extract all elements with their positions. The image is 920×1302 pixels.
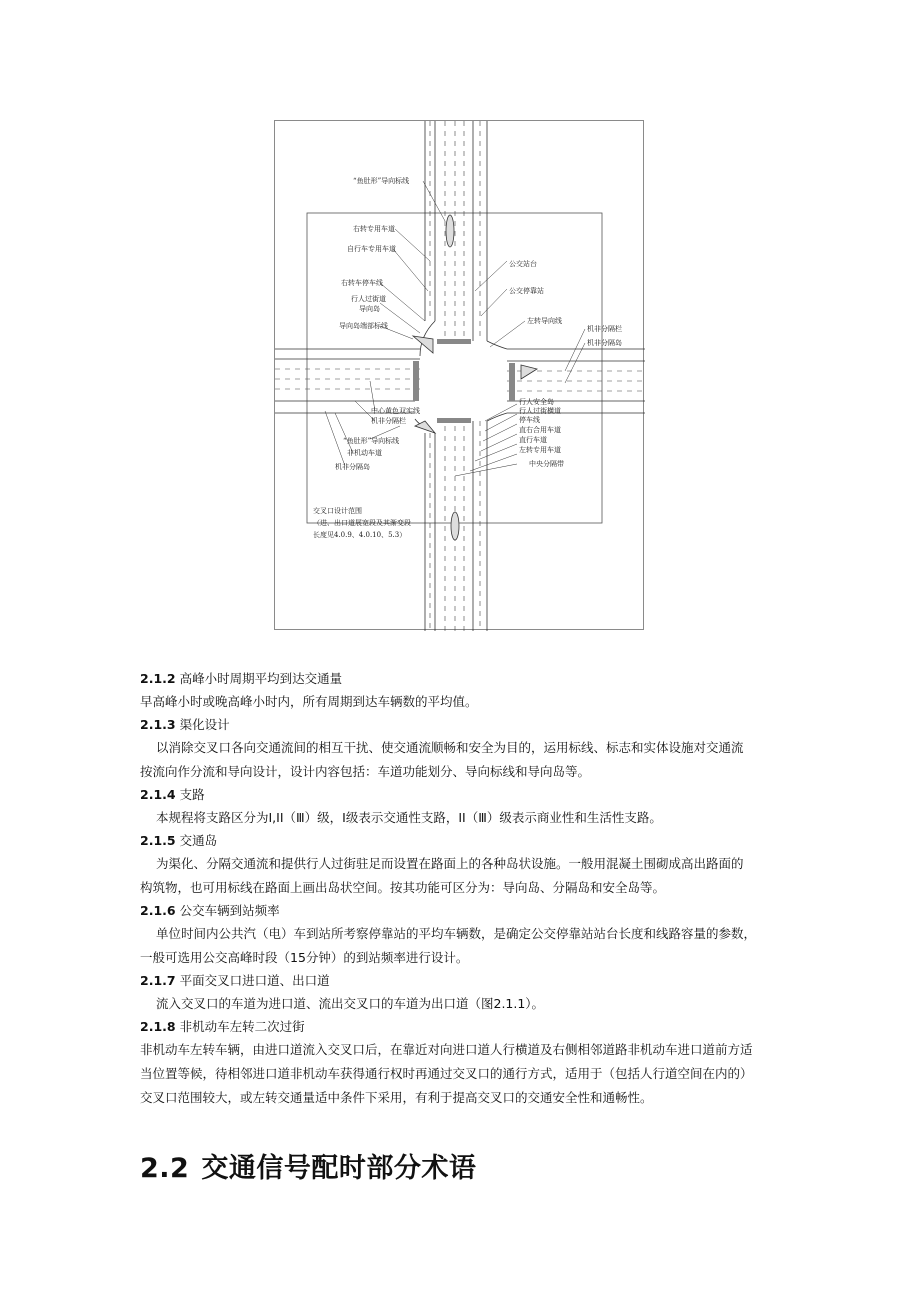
section-paragraph: 本规程将支路区分为I,II（Ⅲ）级，I级表示交通性支路，II（Ⅲ）级表示商业性和生活性支路。 [156, 810, 662, 825]
intersection-drawing [275, 121, 645, 631]
section-heading: 2.1.6 公交车辆到站频率 [140, 903, 280, 918]
section-paragraph: 为渠化、分隔交通流和提供行人过街驻足而设置在路面上的各种岛状设施。一般用混凝土围砌成高出路面的 [156, 856, 744, 871]
section-2-1-4 [140, 784, 790, 830]
intersection-figure [274, 120, 644, 630]
label-fish-belly-top: “鱼肚形”导向标线 [353, 177, 410, 185]
label-bus-stop: 公交站台 [509, 260, 537, 268]
label-island: 机非分隔岛 [587, 339, 622, 347]
label-bicycle-lane: 自行车专用车道 [347, 245, 396, 253]
section-heading: 2.1.3 渠化设计 [140, 717, 230, 732]
section-2-1-5 [140, 830, 790, 900]
vertical-lane-marks [430, 121, 480, 631]
section-paragraph: 流入交叉口的车道为进口道、流出交叉口的车道为出口道（图2.1.1）。 [156, 996, 545, 1011]
label-fence: 机非分隔栏 [587, 325, 622, 333]
section-paragraph: 以消除交叉口各向交通流间的相互干扰、使交通流顺畅和安全为目的，运用标线、标志和实体设施对交通流 [156, 740, 744, 755]
section-2-1-2 [140, 668, 790, 714]
label-crosswalk-island: 行人过街道 [351, 295, 386, 303]
section-paragraph: 当位置等候，待相邻进口道非机动车获得通行权时再通过交叉口的通行方式，适用于（包括人行道空间在内的） [140, 1066, 753, 1081]
section-paragraph: 非机动车左转车辆，由进口道流入交叉口后，在靠近对向进口道人行横道及右侧相邻道路非机动车进口道前方适 [140, 1042, 753, 1057]
section-2-1-7 [140, 970, 790, 1016]
label-design-range-3: 长度见4.0.9、4.0.10、5.3） [313, 531, 407, 539]
label-nonmotor-lane: 非机动车道 [347, 449, 382, 457]
section-heading-2-2: 2.2 交通信号配时部分术语 [140, 1153, 477, 1184]
label-fence-2: 机非分隔栏 [371, 417, 406, 425]
label-straight: 直行车道 [519, 436, 547, 444]
label-ped-safety-island: 行人安全岛 [519, 398, 554, 406]
label-ped-crosswalk: 行人过街横道 [519, 407, 561, 415]
section-heading: 2.1.2 高峰小时周期平均到达交通量 [140, 671, 343, 686]
section-heading: 2.1.8 非机动车左转二次过街 [140, 1019, 305, 1034]
label-design-range-1: 交叉口设计范围 [313, 507, 362, 515]
definitions-content [140, 668, 790, 1110]
label-island-2: 机非分隔岛 [335, 463, 370, 471]
label-right-turn-lane: 右转专用车道 [353, 225, 395, 233]
section-paragraph: 按流向作分流和导向设计，设计内容包括：车道功能划分、导向标线和导向岛等。 [140, 764, 591, 779]
section-paragraph: 一般可选用公交高峰时段（15分钟）的到站频率进行设计。 [140, 950, 469, 965]
label-median: 中央分隔带 [529, 460, 564, 468]
section-heading: 2.1.5 交通岛 [140, 833, 218, 848]
section-paragraph: 单位时间内公共汽（电）车到站所考察停靠站的平均车辆数，是确定公交停靠站站台长度和线路容量的参数， [156, 926, 757, 941]
label-guide-island: 导向岛 [359, 305, 380, 313]
label-design-range-2: （进、出口道展宽段及其渐变段 [313, 519, 411, 527]
section-heading: 2.1.4 支路 [140, 787, 205, 802]
horizontal-lane-marks [275, 369, 645, 391]
section-paragraph: 交叉口范围较大，或左转交通量适中条件下采用，有利于提高交叉口的交通安全性和通畅性。 [140, 1090, 653, 1105]
section-paragraph: 早高峰小时或晚高峰小时内，所有周期到达车辆数的平均值。 [140, 694, 478, 709]
label-fish-belly-bottom: “鱼肚形”导向标线 [343, 437, 400, 445]
label-bus-bay: 公交停靠站 [509, 287, 544, 295]
label-stop-line: 停车线 [519, 416, 540, 424]
label-left-turn: 左转专用车道 [519, 446, 561, 454]
section-paragraph: 构筑物，也可用标线在路面上画出岛状空间。按其功能可区分为：导向岛、分隔岛和安全岛等。 [140, 880, 666, 895]
design-range-box [307, 213, 602, 523]
section-2-1-6 [140, 900, 790, 970]
label-left-turn-guide: 左转导向线 [527, 317, 562, 325]
label-center-yellow: 中心黄色双实线 [371, 407, 420, 415]
vertical-road [415, 121, 507, 631]
label-straight-right: 直右合用车道 [519, 426, 561, 434]
section-2-1-3 [140, 714, 790, 784]
section-heading: 2.1.7 平面交叉口进口道、出口道 [140, 973, 330, 988]
label-island-end: 导向岛端部标线 [339, 322, 388, 330]
section-2-1-8 [140, 1016, 790, 1110]
label-right-turn-wait: 右转车停车线 [341, 279, 383, 287]
crosswalk-marks [413, 339, 515, 423]
